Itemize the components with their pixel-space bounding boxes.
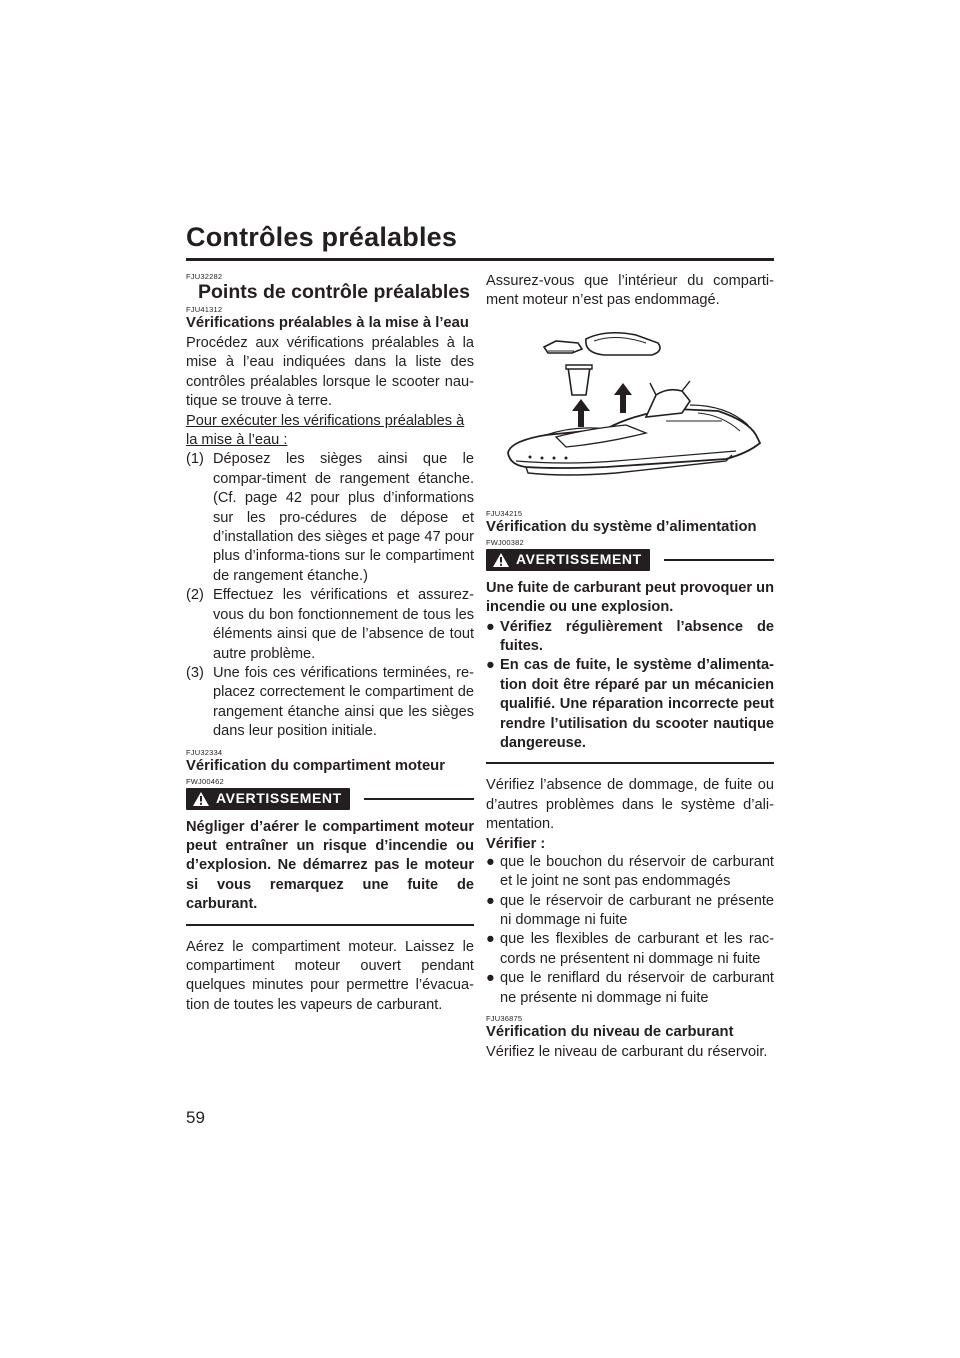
step-number: (1): [186, 451, 204, 468]
warning-label: AVERTISSEMENT: [516, 551, 642, 568]
title-rule: [186, 258, 774, 261]
reference-code: FJU32282: [186, 272, 223, 281]
warning-bullet-text: En cas de fuite, le système d’alimenta-tion doit être réparé par un mécanicien qualifié. Une réparation incorrecte peut rendre l’utilisation du scooter nautique dangereuse.: [500, 657, 774, 752]
subsection-title-launch-checks: Vérifications préalables à la mise à l’eau: [186, 315, 469, 331]
step-text: Déposez les sièges ainsi que le compar-timent de rangement étanche. (Cf. page 42 pour plus d’informations sur les pro-cédures de dépose et d’installation des sièges et page 47 pour plus d’informa-tions sur le compartiment de rangement étanche.): [213, 451, 474, 584]
warning-label: AVERTISSEMENT: [216, 789, 342, 806]
page-number: 59: [186, 1108, 205, 1127]
warning-bullet-text: Vérifiez régulièrement l’absence de fuites.: [500, 618, 774, 655]
step-item: [186, 586, 474, 664]
bullet-dot-icon: ●: [486, 618, 495, 635]
bullet-dot-icon: ●: [486, 657, 495, 674]
list-item-text: que le réservoir de carburant ne présente ni dommage ni fuite: [500, 892, 774, 928]
step-text: Une fois ces vérifications terminées, re-placez correctement le compartiment de rangement étanche ainsi que les sièges dans leur position initiale.: [213, 664, 474, 740]
reference-code: FJU34215: [486, 508, 523, 518]
bullet-dot-icon: ●: [486, 892, 495, 909]
bullet-dot-icon: ●: [486, 853, 495, 870]
warning-end-rule: [186, 924, 474, 926]
warning-triangle-icon: [192, 791, 210, 807]
bullet-dot-icon: ●: [486, 970, 495, 987]
section-title: Points de contrôle préalables: [198, 281, 470, 303]
step-item: [186, 664, 474, 742]
step-text: Effectuez les vérifications et assurez-vous du bon fonctionnement de tous les éléments ainsi que de l’absence de tout autre problème.: [213, 587, 474, 662]
fuel-level-text: Vérifiez le niveau de carburant du réservoir.: [486, 1043, 768, 1060]
engine-compartment-inspect-text: Assurez-vous que l’intérieur du comparti-ment moteur n’est pas endommagé.: [486, 273, 774, 309]
warning-bullet: [486, 656, 774, 753]
warning-text: Négliger d’aérer le compartiment moteur peut entraîner un risque d’incendie ou d’explosion. Ne démarrez pas le moteur si vous remarquez une fuite de carburant.: [186, 818, 474, 913]
warning-triangle-icon: [492, 552, 510, 568]
list-item-text: que le bouchon du réservoir de carburant et le joint ne sont pas endommagés: [500, 853, 774, 890]
warning-badge: [186, 788, 350, 810]
step-item: [186, 450, 474, 586]
engine-compartment-text: Aérez le compartiment moteur. Laissez le compartiment moteur ouvert pendant quelques minutes pour permettre l’évacua-tion de toutes les vapeurs de carburant.: [186, 938, 474, 1013]
reference-code: FWJ00382: [486, 537, 524, 547]
warning-end-rule: [486, 762, 774, 764]
list-item: [486, 892, 774, 931]
warning-header: [186, 788, 474, 810]
left-column: [186, 272, 474, 1015]
reference-code: FWJ00462: [186, 776, 224, 786]
launch-checks-howto: Pour exécuter les vérifications préalables à la mise à l’eau :: [186, 412, 465, 449]
watercraft-illustration: [486, 321, 774, 501]
right-column: [486, 272, 774, 1062]
reference-code: FJU41312: [186, 305, 223, 314]
subsection-title-fuel-level: Vérification du niveau de carburant: [486, 1023, 734, 1040]
list-item: [486, 853, 774, 892]
verify-label: Vérifier :: [486, 835, 546, 852]
warning-header: [486, 549, 774, 571]
list-item: [486, 969, 774, 1008]
bullet-dot-icon: ●: [486, 931, 495, 948]
warning-box: [486, 549, 774, 765]
list-item-text: que les flexibles de carburant et les rac-cords ne présentent ni dommage ni fuite: [500, 931, 774, 967]
warning-box: [186, 788, 474, 926]
reference-code: FJU36875: [486, 1013, 523, 1023]
warning-text: Une fuite de carburant peut provoquer un incendie ou une explosion.: [486, 579, 774, 616]
subsection-title-engine-compartment: Vérification du compartiment moteur: [186, 757, 445, 774]
page-title: Contrôles préalables: [186, 222, 458, 252]
warning-rule: [664, 559, 774, 561]
fuel-system-text: Vérifiez l’absence de dommage, de fuite ou d’autres problèmes dans le système d’ali-mentation.: [486, 777, 774, 833]
subsection-title-fuel-system: Vérification du système d’alimentation: [486, 518, 757, 535]
list-item-text: que le reniflard du réservoir de carburant ne présente ni dommage ni fuite: [500, 970, 774, 1006]
warning-badge: [486, 549, 650, 571]
step-number: (3): [186, 664, 204, 681]
warning-bullet: [486, 618, 774, 657]
step-number: (2): [186, 587, 204, 604]
warning-rule: [364, 798, 474, 800]
reference-code: FJU32334: [186, 747, 223, 757]
list-item: [486, 930, 774, 969]
launch-checks-intro: Procédez aux vérifications préalables à la mise à l’eau indiquées dans la liste des contrôles préalables lorsque le scooter nau-tique se trouve à terre.: [186, 335, 474, 410]
